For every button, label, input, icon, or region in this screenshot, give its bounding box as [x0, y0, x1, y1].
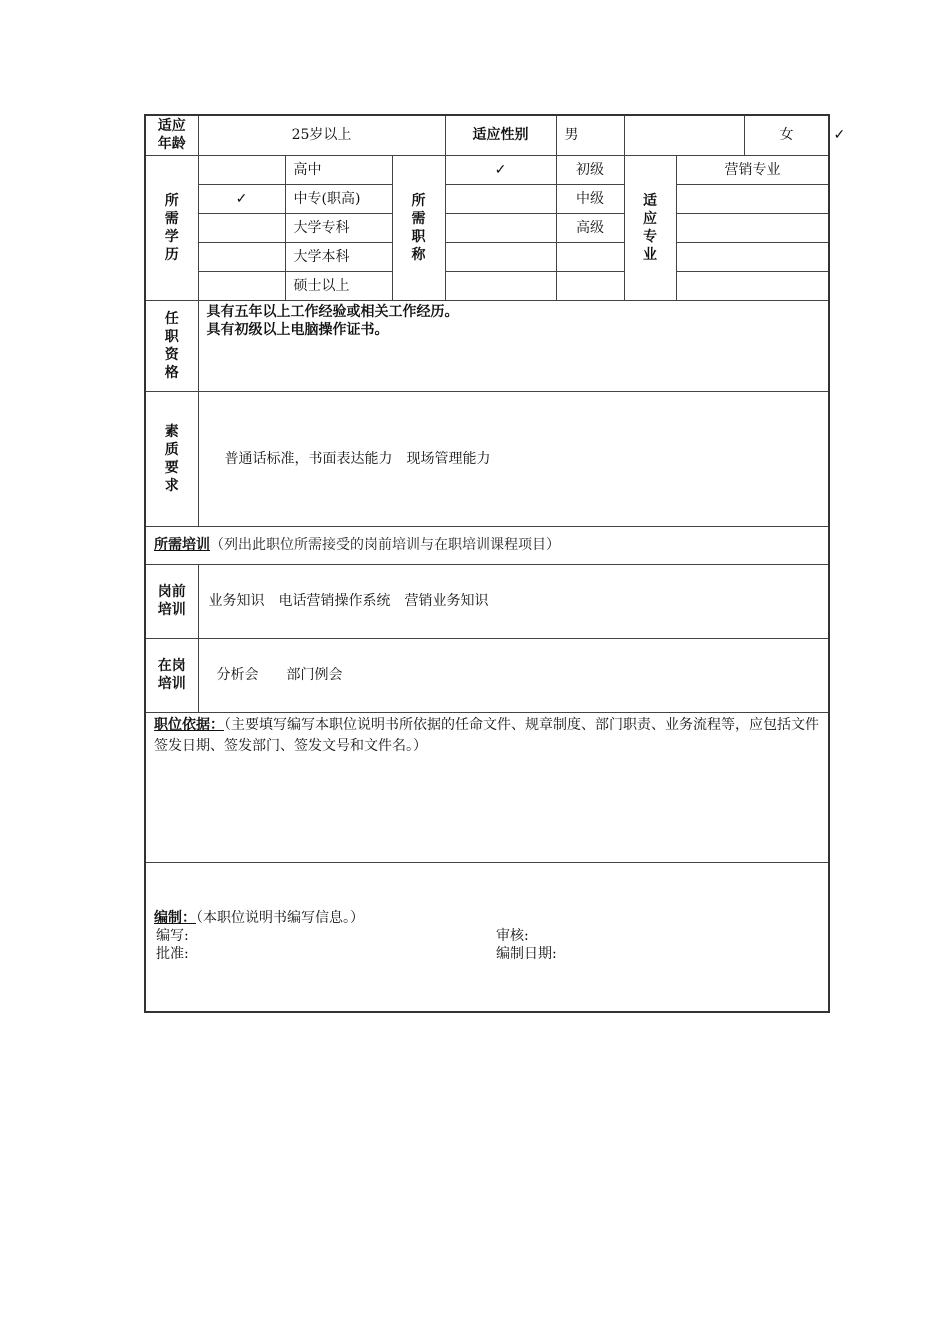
major-value: [676, 242, 829, 271]
basis-note: （主要填写编写本职位说明书所依据的任命文件、规章制度、部门职责、业务流程等，应包括文件签发日期、签发部门、签发文号和文件名。）: [154, 716, 819, 754]
title-check[interactable]: ✓: [445, 155, 556, 184]
compile-note: （本职位说明书编写信息。）: [196, 909, 364, 926]
writer-label: 编写:: [156, 927, 189, 944]
title-name: 初级: [556, 155, 624, 184]
title-check[interactable]: [445, 271, 556, 300]
approver-label: 批准:: [156, 945, 189, 962]
education-label: 所需学历: [145, 155, 198, 300]
basis-row: [145, 712, 829, 862]
major-value: [676, 184, 829, 213]
reviewer-label: 审核:: [496, 927, 529, 944]
qualification-line: 具有五年以上工作经验或相关工作经历。: [206, 303, 459, 320]
edu-row-5: [145, 271, 829, 300]
major-value: [676, 271, 829, 300]
compile-header: [154, 909, 825, 927]
edu-check[interactable]: [198, 155, 285, 184]
age-value: 25岁以上: [198, 115, 445, 155]
pre-training-row: [145, 564, 829, 638]
title-check[interactable]: [445, 213, 556, 242]
title-name: 中级: [556, 184, 624, 213]
gender-male-check[interactable]: [624, 115, 744, 155]
major-value: 营销专业: [676, 155, 829, 184]
edu-name: 大学本科: [285, 242, 392, 271]
edu-check[interactable]: [198, 213, 285, 242]
qualification-row: [145, 300, 829, 391]
edu-row-1: [145, 155, 829, 184]
on-training-label: 在岗培训: [145, 638, 198, 712]
edu-name: 高中: [285, 155, 392, 184]
edu-row-3: [145, 213, 829, 242]
training-note: （列出此职位所需接受的岗前培训与在职培训课程项目）: [210, 537, 560, 553]
on-training-row: [145, 638, 829, 712]
quality-row: [145, 391, 829, 526]
edu-row-2: [145, 184, 829, 213]
title-name: 高级: [556, 213, 624, 242]
training-header: [145, 526, 829, 564]
form-table: [144, 114, 846, 1013]
compile-row: [145, 862, 829, 1012]
qualification-content: [198, 300, 829, 391]
pre-training-label: 岗前培训: [145, 564, 198, 638]
compile-content: [145, 862, 829, 1012]
edu-check[interactable]: ✓: [198, 184, 285, 213]
title-name: [556, 271, 624, 300]
date-label: 编制日期:: [496, 945, 557, 962]
gender-male-label: 男: [556, 115, 624, 155]
edu-row-4: [145, 242, 829, 271]
qualification-line: 具有初级以上电脑操作证书。: [206, 321, 389, 338]
basis-title: 职位依据：: [154, 716, 224, 733]
edu-check[interactable]: [198, 271, 285, 300]
job-description-form: [144, 114, 846, 1013]
age-gender-row: 适应年龄 25岁以上 适应性别 男 女 ✓: [145, 115, 829, 155]
on-training-text: 分析会 部门例会: [198, 638, 829, 712]
quality-text: 普通话标准，书面表达能力 现场管理能力: [198, 391, 829, 526]
title-name: [556, 242, 624, 271]
major-label: 适应专业: [624, 155, 676, 300]
gender-label: 适应性别: [445, 115, 556, 155]
age-label: 适应年龄: [145, 115, 198, 155]
title-check[interactable]: [445, 242, 556, 271]
compile-title: 编制：: [154, 909, 196, 926]
edu-name: 中专(职高): [285, 184, 392, 213]
basis-content: [145, 712, 829, 862]
edu-name: 硕士以上: [285, 271, 392, 300]
training-title: 所需培训: [154, 537, 210, 553]
major-value: [676, 213, 829, 242]
title-level-label: 所需职称: [392, 155, 445, 300]
training-header-row: [145, 526, 829, 564]
gender-female-label: 女: [744, 115, 829, 155]
pre-training-text: 业务知识 电话营销操作系统 营销业务知识: [198, 564, 829, 638]
qualification-label: 任职资格: [145, 300, 198, 391]
title-check[interactable]: [445, 184, 556, 213]
edu-name: 大学专科: [285, 213, 392, 242]
edu-check[interactable]: [198, 242, 285, 271]
sign-grid: [156, 927, 825, 963]
quality-label: 素质要求: [145, 391, 198, 526]
